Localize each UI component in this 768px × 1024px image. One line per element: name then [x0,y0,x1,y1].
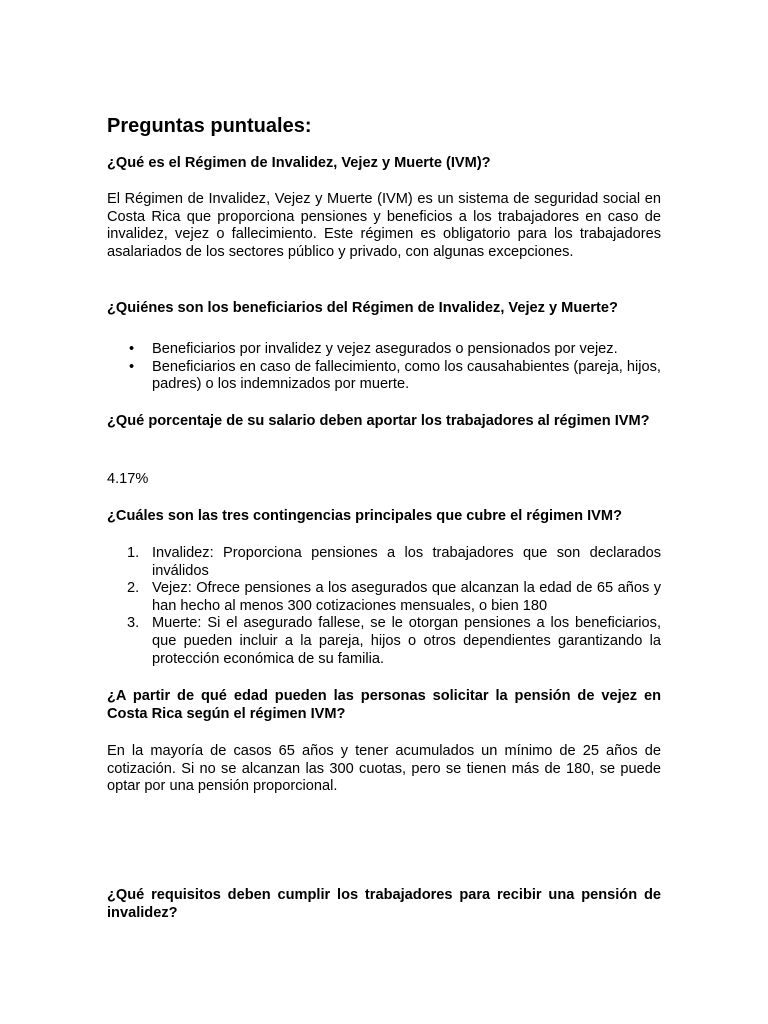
question-5: ¿A partir de qué edad pueden las personas solicitar la pensión de vejez en Costa Rica según el régimen IVM? [107,688,661,722]
bullet-marker: • [129,358,135,375]
answer-3: 4.17% [107,471,149,487]
answer-1: El Régimen de Invalidez, Vejez y Muerte (IVM) es un sistema de seguridad social en Costa Rica que proporciona pensiones y beneficios a los trabajadores en caso de invalidez, vejez o fallecimiento. Este régimen es obligatorio para los trabajadores asalariados de los sectores público y privado, con algunas excepciones. [107,191,661,260]
question-2: ¿Quiénes son los beneficiarios del Régimen de Invalidez, Vejez y Muerte? [107,300,618,316]
answer-5: En la mayoría de casos 65 años y tener acumulados un mínimo de 25 años de cotización. Si no se alcanzan las 300 cuotas, pero se tienen más de 180, se puede optar por una pensión proporcional. [107,743,661,795]
question-6: ¿Qué requisitos deben cumplir los trabajadores para recibir una pensión de invalidez? [107,887,661,921]
list-number: 3. [127,615,140,632]
page-title: Preguntas puntuales: [107,115,312,137]
list-item [107,359,661,394]
list-item [107,580,661,615]
list-item-text: Invalidez: Proporciona pensiones a los trabajadores que son declarados inválidos [152,545,661,579]
list-item [107,545,661,580]
list-item-text: Beneficiarios por invalidez y vejez asegurados o pensionados por vejez. [152,341,618,357]
list-item-text: Vejez: Ofrece pensiones a los asegurados que alcanzan la edad de 65 años y han hecho al menos 300 cotizaciones mensuales, o bien 180 [152,580,661,614]
list-item [107,615,661,668]
list-item-text: Muerte: Si el asegurado fallese, se le otorgan pensiones a los beneficiarios, que pueden incluir a la pareja, hijos o otros dependientes garantizando la protección económica de su familia. [152,615,661,667]
list-number: 2. [127,580,140,597]
bullet-marker: • [129,341,135,357]
list-item-text: Beneficiarios en caso de fallecimiento, como los causahabientes (pareja, hijos, padres) o los indemnizados por muerte. [152,358,661,393]
contingencies-list [107,545,661,668]
question-4: ¿Cuáles son las tres contingencias principales que cubre el régimen IVM? [107,508,622,524]
question-3: ¿Qué porcentaje de su salario deben aportar los trabajadores al régimen IVM? [107,413,650,429]
question-1: ¿Qué es el Régimen de Invalidez, Vejez y Muerte (IVM)? [107,155,491,171]
beneficiaries-list [107,341,661,394]
list-number: 1. [127,545,140,561]
list-item [107,341,661,359]
